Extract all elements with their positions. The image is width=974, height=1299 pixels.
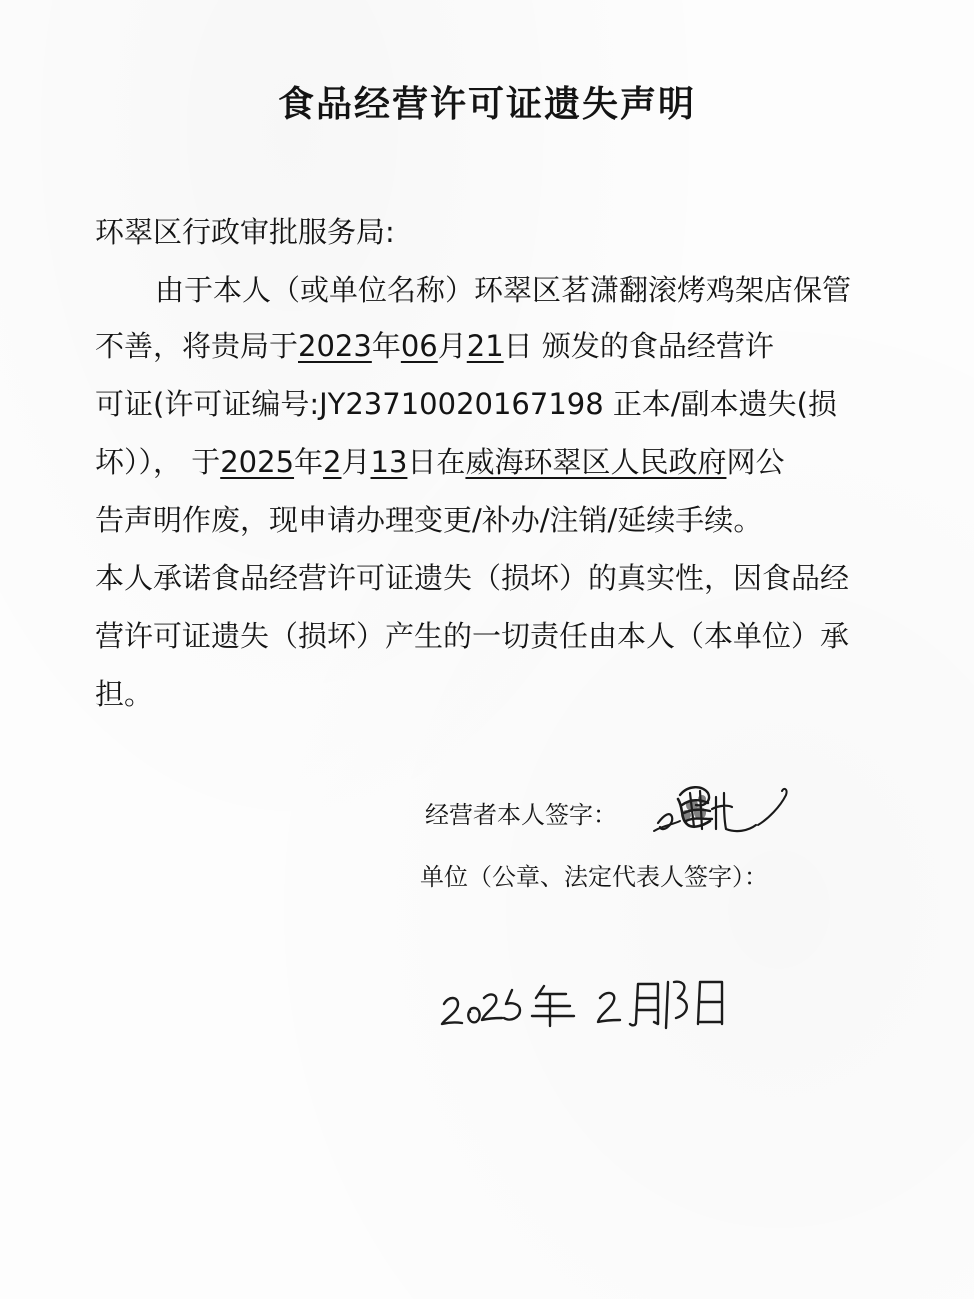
year-char-2: 年	[294, 445, 324, 479]
notice-month: 2	[323, 445, 342, 479]
year-char: 年	[371, 329, 401, 363]
notice-year: 2025	[220, 445, 295, 479]
issue-year: 2023	[298, 329, 372, 363]
operator-signature-label: 经营者本人签字：	[425, 801, 617, 829]
notice-day: 13	[370, 445, 408, 479]
unit-seal-label: 单位（公章、法定代表人签字）：	[420, 863, 768, 891]
line2-suffix: 日 颁发的食品经营许	[503, 329, 774, 363]
notice-site: 威海环翠区人民政府	[465, 445, 727, 479]
line4-suffix: 网公	[726, 445, 785, 479]
paragraph1-line3	[95, 384, 837, 424]
handwritten-signature	[650, 775, 800, 859]
issue-day: 21	[466, 329, 504, 363]
line4-prefix: 坏））， 于	[95, 445, 221, 479]
handwritten-date-image	[440, 968, 740, 1038]
month-char: 月	[437, 329, 467, 363]
line3-suffix: 正本/副本遗失(损	[612, 387, 837, 421]
paragraph1-line4	[95, 442, 784, 482]
issue-month: 06	[400, 329, 438, 363]
month-char-2: 月	[341, 445, 371, 479]
signature-icon	[650, 775, 800, 855]
handwritten-date	[440, 968, 740, 1042]
day-char-at: 日在	[407, 445, 466, 479]
addressee: 环翠区行政审批服务局:	[95, 215, 395, 249]
paragraph2-line3: 担。	[95, 677, 154, 711]
paragraph1-line5: 告声明作废，现申请办理变更/补办/注销/延续手续。	[95, 503, 763, 537]
line2-prefix: 不善，将贵局于	[95, 329, 299, 363]
paragraph1-line2	[95, 326, 774, 366]
document-title: 食品经营许可证遗失声明	[277, 84, 696, 125]
paragraph1-line1: 由于本人（或单位名称）环翠区茗潇翻滚烤鸡架店保管	[155, 273, 852, 307]
paragraph2-line1: 本人承诺食品经营许可证遗失（损坏）的真实性，因食品经	[95, 561, 850, 595]
line3-prefix: 可证(许可证编号:	[95, 387, 320, 421]
paragraph2-line2: 营许可证遗失（损坏）产生的一切责任由本人（本单位）承	[95, 619, 850, 653]
license-number: JY23710020167198	[319, 387, 604, 421]
